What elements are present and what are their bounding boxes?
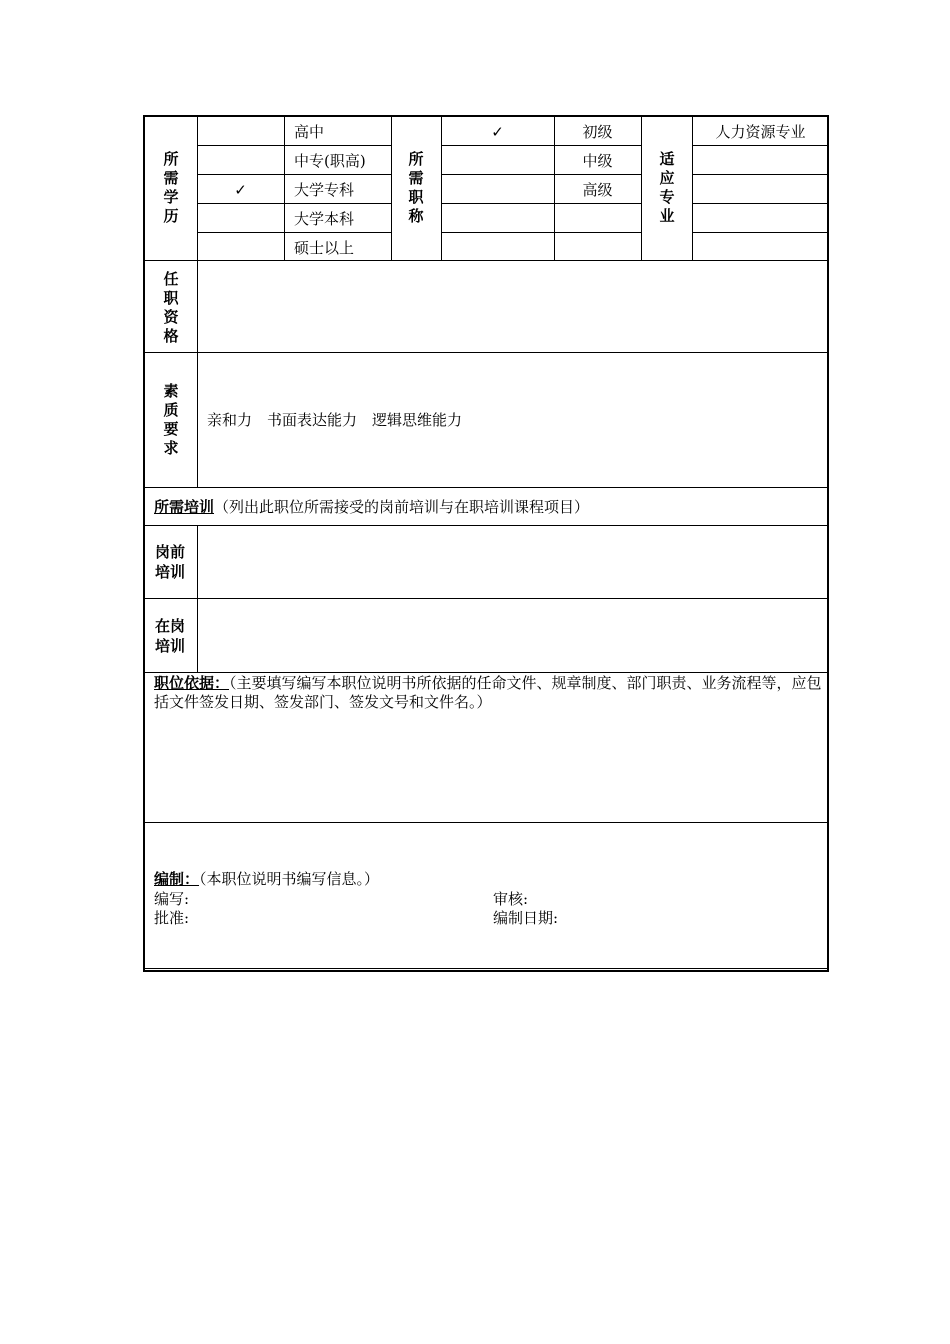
education-option-master: 硕士以上	[294, 239, 355, 257]
education-option-bachelor: 大学本科	[294, 210, 355, 228]
education-option-vocational: 中专(职高)	[294, 152, 366, 170]
qualification-label: 任职资格	[163, 270, 179, 345]
education-check-3[interactable]: ✓	[234, 181, 247, 199]
training-note: （列出此职位所需接受的岗前培训与在职培训课程项目）	[214, 498, 590, 516]
compile-writer: 编写:	[154, 890, 190, 908]
pre-training-label-2: 培训	[155, 563, 186, 581]
title-option-senior: 高级	[582, 181, 613, 199]
on-training-label-1: 在岗	[155, 617, 186, 635]
major-label: 适应专业	[659, 150, 675, 225]
title-label: 所需职称	[408, 150, 424, 225]
title-option-middle: 中级	[582, 152, 613, 170]
compile-reviewer: 审核:	[493, 890, 529, 908]
education-option-college: 大学专科	[294, 181, 355, 199]
title-option-junior: 初级	[582, 123, 613, 141]
job-description-form	[143, 115, 829, 972]
compile-heading: 编制：	[154, 870, 200, 888]
education-option-high-school: 高中	[294, 123, 325, 141]
compile-approver: 批准:	[154, 909, 190, 927]
training-heading: 所需培训	[154, 498, 215, 516]
major-item-1: 人力资源专业	[715, 123, 806, 141]
compile-date: 编制日期:	[493, 909, 559, 927]
pre-training-label-1: 岗前	[155, 543, 186, 561]
on-training-label-2: 培训	[155, 637, 186, 655]
basis-section	[154, 674, 822, 712]
quality-label: 素质要求	[163, 382, 179, 457]
title-check-1[interactable]: ✓	[491, 123, 504, 141]
quality-content: 亲和力 书面表达能力 逻辑思维能力	[207, 411, 463, 429]
basis-heading: 职位依据：	[154, 674, 230, 692]
compile-header	[154, 870, 379, 888]
compile-note: （本职位说明书编写信息。）	[199, 870, 380, 888]
education-label: 所需学历	[163, 150, 179, 225]
basis-note: （主要填写编写本职位说明书所依据的任命文件、规章制度、部门职责、业务流程等，应包括文件签发日期、签发部门、签发文号和文件名。）	[154, 674, 822, 711]
training-header	[154, 498, 589, 516]
